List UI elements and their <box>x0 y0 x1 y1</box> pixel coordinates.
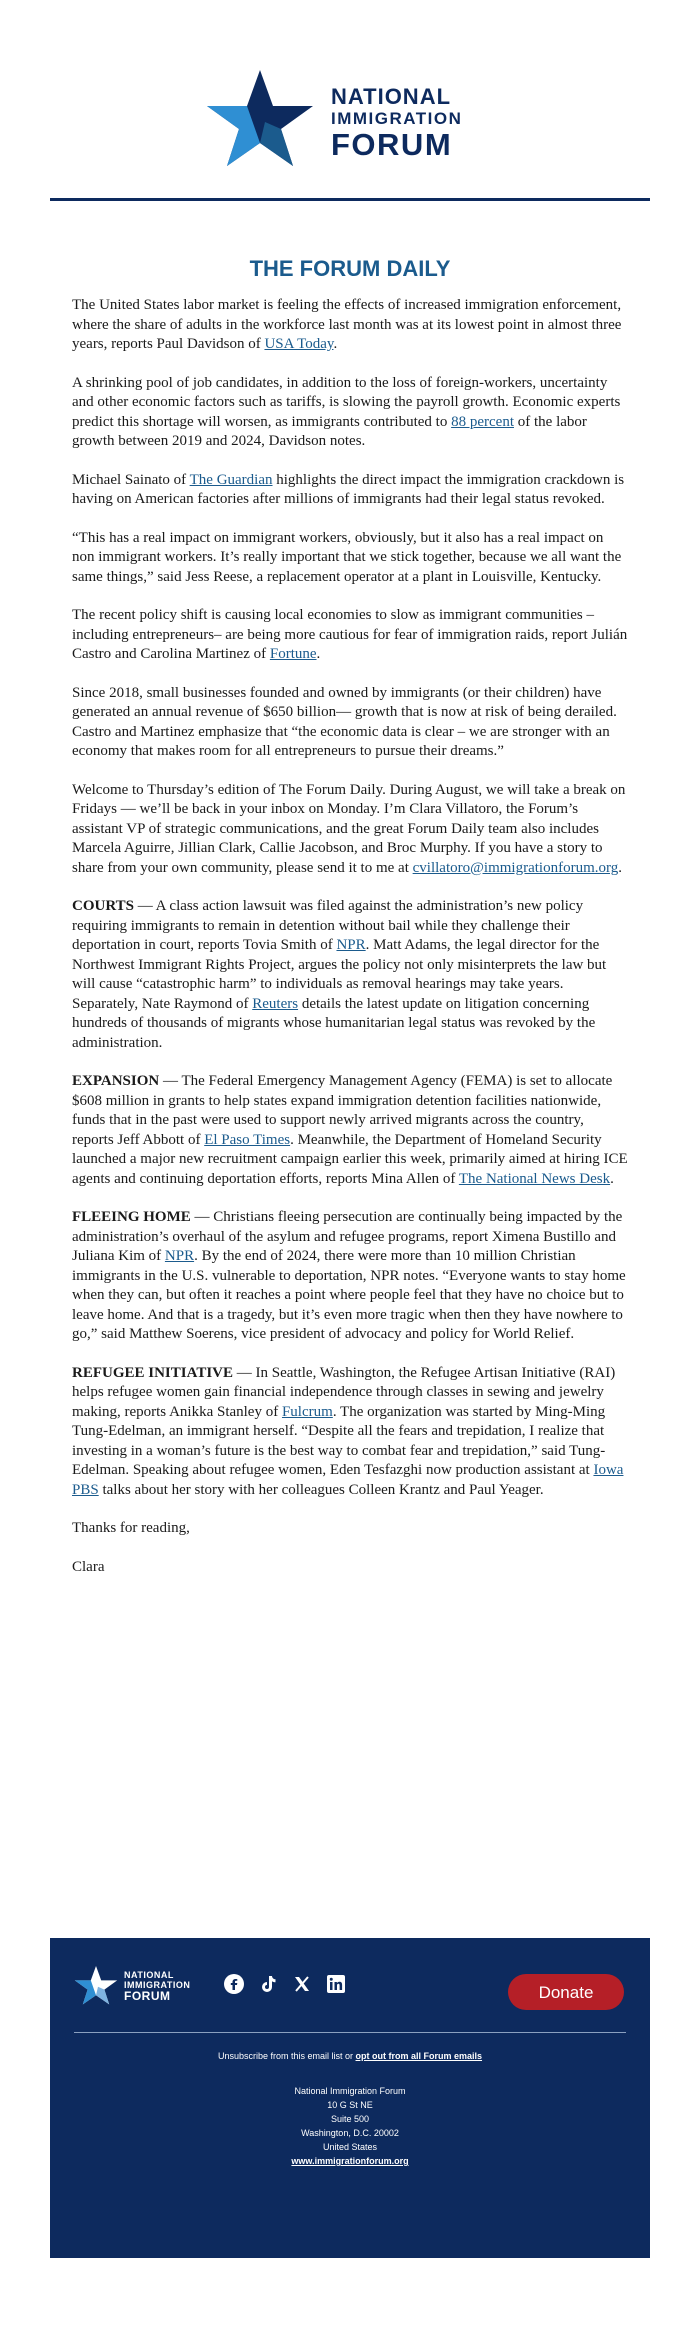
footer-logo-line-1: NATIONAL <box>124 1970 174 1980</box>
star-logo-icon <box>74 1964 118 2008</box>
paragraph-3: Michael Sainato of The Guardian highlights the direct impact the immigration crackdown is having on American factories after millions of immigrants had their legal status revoked. <box>72 471 625 507</box>
address-line: United States <box>322 2142 378 2152</box>
star-logo-icon <box>205 66 315 174</box>
section-heading-fleeing-home: FLEEING HOME <box>72 1209 191 1225</box>
link-reuters[interactable]: Reuters <box>252 995 299 1012</box>
paragraph-2: A shrinking pool of job candidates, in addition to the loss of foreign-workers, uncertainty and other economic factors such as tariffs, is slowing the payroll growth. Economic experts predict this shortage will worsen, as immigrants contributed to 88 percent of the labor growth between 2019 and 2024, Davidson notes. <box>72 374 621 449</box>
unsubscribe-text: Unsubscribe from this email list or opt out from all Forum emails <box>217 2051 483 2061</box>
tiktok-icon[interactable] <box>258 1974 278 1994</box>
link-88-percent[interactable]: 88 percent <box>451 413 514 430</box>
paragraph-1: The United States labor market is feeling the effects of increased immigration enforcement, where the share of adults in the workforce last month was at its lowest point in almost three years, reports Paul Davidson of USA Today. <box>72 297 622 352</box>
link-iowa-pbs[interactable]: Iowa PBS <box>72 1462 624 1498</box>
logo-line-1: NATIONAL <box>331 84 452 109</box>
signature-name: Clara <box>72 1558 105 1575</box>
link-el-paso-times[interactable]: El Paso Times <box>204 1131 291 1148</box>
linkedin-icon[interactable] <box>326 1974 346 1994</box>
link-the-guardian[interactable]: The Guardian <box>189 471 273 488</box>
footer-logo-line-3: FORUM <box>124 1989 171 2003</box>
link-usa-today[interactable]: USA Today <box>264 336 334 352</box>
link-fulcrum[interactable]: Fulcrum <box>281 1403 333 1420</box>
link-npr-fleeing[interactable]: NPR <box>164 1248 195 1264</box>
x-icon[interactable] <box>292 1974 312 1994</box>
link-national-news-desk[interactable]: The National News Desk <box>458 1170 611 1187</box>
address-line: 10 G St NE <box>327 2100 373 2110</box>
paragraph-courts: COURTS — A class action lawsuit was filed against the administration’s new policy requiring immigrants to remain in detention without bail while they challenge their deportation in court, reports Tovia Smith of NPR. Matt Adams, the legal director for the Northwest Immigrant Rights Project, argues the policy not only misinterprets the law but will cause “catastrophic harm” to individuals as removal hearings may take years. Separately, Nate Raymond of Reuters details the latest update on litigation concerning hundreds of thousands of migrants whose humanitarian legal status was revoked by the administration. <box>72 898 607 1051</box>
newsletter-body <box>72 296 628 1596</box>
header-divider <box>50 198 650 201</box>
link-npr-courts[interactable]: NPR <box>336 937 366 953</box>
mailing-address <box>50 2084 650 2168</box>
address-line: Washington, D.C. 20002 <box>301 2128 399 2138</box>
sign-off: Thanks for reading, <box>72 1520 190 1536</box>
section-heading-refugee-initiative: REFUGEE INITIATIVE <box>72 1364 234 1381</box>
footer-divider <box>74 2032 626 2033</box>
footer-logo[interactable] <box>74 1964 204 2008</box>
logo-line-2: IMMIGRATION <box>331 109 463 128</box>
address-line: National Immigration Forum <box>294 2086 406 2096</box>
section-heading-expansion: EXPANSION <box>72 1073 160 1089</box>
forum-logo[interactable] <box>205 66 485 174</box>
paragraph-fleeing-home: FLEEING HOME — Christians fleeing persecution are continually being impacted by the administration’s overhaul of the asylum and refugee programs, report Ximena Bustillo and Juliana Kim of NPR. By the end of 2024, there were more than 10 million Christian immigrants in the U.S. vulnerable to deportation, NPR notes. “Everyone wants to stay home when they can, but often it reaches a point where people feel that they have no choice but to leave home. And that is a tragedy, but it’s even more tragic when then they have nowhere to go,” said Matthew Soerens, vice president of advocacy and policy for World Relief. <box>72 1209 626 1342</box>
paragraph-4: “This has a real impact on immigrant workers, obviously, but it also has a real impact on non immigrant workers. It’s really important that we stick together, because we all want the same things,” said Jess Reese, a replacement operator at a plant in Louisville, Kentucky. <box>72 529 622 585</box>
facebook-icon[interactable] <box>224 1974 244 1994</box>
link-fortune[interactable]: Fortune <box>269 646 317 662</box>
donate-button[interactable]: Donate <box>508 1974 624 2010</box>
footer <box>50 1938 650 2258</box>
newsletter-title: THE FORUM DAILY <box>249 256 451 281</box>
link-email-clara[interactable]: cvillatoro@immigrationforum.org <box>412 859 619 876</box>
paragraph-7: Welcome to Thursday’s edition of The Forum Daily. During August, we will take a break on Fridays — we’ll be back in your inbox on Monday. I’m Clara Villatoro, the Forum’s assistant VP of strategic communications, and the great Forum Daily team also includes Marcela Aguirre, Jillian Clark, Callie Jacobson, and Broc Murphy. If you have a story to share from your own community, please send it to me at cvillatoro@immigrationforum.org. <box>72 781 626 876</box>
paragraph-expansion: EXPANSION — The Federal Emergency Management Agency (FEMA) is set to allocate $608 million in grants to help states expand immigration detention facilities nationwide, funds that in the past were used to support newly arrived migrants across the country, reports Jeff Abbott of El Paso Times. Meanwhile, the Department of Homeland Security launched a major new recruitment campaign earlier this week, primarily aimed at hiring ICE agents and continuing deportation efforts, reports Mina Allen of The National News Desk. <box>72 1073 628 1187</box>
paragraph-6: Since 2018, small businesses founded and owned by immigrants (or their children) have generated an annual revenue of $650 billion— growth that is now at risk of being derailed. Castro and Martinez emphasize that “the economic data is clear – we are stronger with an economy that makes room for all entrepreneurs to pursue their dreams.” <box>72 684 617 759</box>
footer-logo-line-2: IMMIGRATION <box>124 1980 191 1990</box>
website-link[interactable]: www.immigrationforum.org <box>291 2156 409 2166</box>
section-heading-courts: COURTS <box>72 898 134 914</box>
social-links <box>224 1974 346 1994</box>
paragraph-refugee-initiative: REFUGEE INITIATIVE — In Seattle, Washington, the Refugee Artisan Initiative (RAI) helps refugee women gain financial independence through classes in sewing and jewelry making, reports Anikka Stanley of Fulcrum. The organization was started by Ming-Ming Tung-Edelman, an immigrant herself. “Despite all the fears and trepidation, I realize that investing in a woman’s future is the best way to combat fear and trepidation,” said Tung-Edelman. Speaking about refugee women, Eden Tesfazghi now production assistant at Iowa PBS talks about her story with her colleagues Colleen Krantz and Paul Yeager. <box>72 1364 624 1498</box>
opt-out-link[interactable]: opt out from all Forum emails <box>355 2051 483 2061</box>
paragraph-5: The recent policy shift is causing local economies to slow as immigrant communities –including entrepreneurs– are being more cautious for fear of immigration raids, report Julián Castro and Carolina Martinez of Fortune. <box>72 607 628 662</box>
logo-line-3: FORUM <box>331 127 453 162</box>
address-line: Suite 500 <box>330 2114 370 2124</box>
